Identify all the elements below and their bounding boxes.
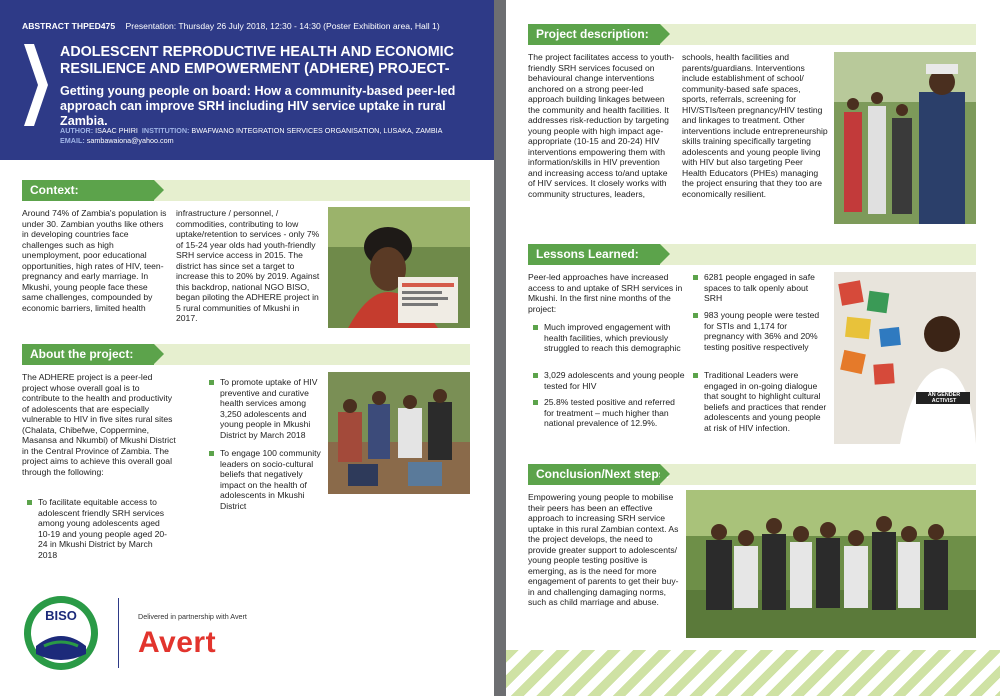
partner-text: Delivered in partnership with Avert [138, 612, 247, 621]
lessons-bullet-2: 3,029 adolescents and young people tested for HIV [532, 370, 686, 391]
conclusion-section-bar [528, 464, 976, 485]
lessons-bullet-4: 6281 people engaged in safe spaces to talk openly about SRH [692, 272, 828, 304]
decorative-stripes [506, 650, 1000, 696]
about-bullet-3: To engage 100 community leaders on socio-cultural beliefs that negatively impact on the health of adolescents in Mkushi District [208, 448, 326, 511]
activist-shirt-text: AN GENDER ACTIVIST [927, 392, 961, 404]
context-photo [328, 207, 470, 328]
about-bullet-2: To promote uptake of HIV preventive and curative health services among 3,250 adolescents and young people in Mkushi District by March 2018 [208, 377, 326, 440]
biso-logo [22, 594, 100, 672]
institution-label: INSTITUTION: [141, 126, 190, 135]
lessons-bullet-3: 25.8% tested positive and referred for treatment – much higher than national prevalence of 12.9%. [532, 397, 686, 429]
conclusion-text: Empowering young people to mobilise their peers has been an effective approach to increasing SRH service uptake in this rural Zambian context. As the project develops, the need to provide greater support to adolescents/ young people testing positive is emerging, as is the need for more engagement of parents to get their buy-in and challenging damaging norms, such as child marriage and abuse. [528, 492, 679, 607]
description-text-col2: schools, health facilities and parents/guardians. Interventions include establishment of school/ community-based safe spaces, sports, referrals, screening for HIV/STIs/teen pregnancy/HIV testing and linkages to treatment. Other interventions include entrepreneurship skills training specifically targeting adolescents and young people living with HIV but also targeting Peer Health Educators (PHEs) managing the project ensuring that they too are economically resilient. [682, 52, 828, 199]
about-section-bar [22, 344, 470, 365]
lessons-heading: Lessons Learned: [528, 244, 660, 265]
lessons-photo [834, 272, 976, 444]
author-label: AUTHOR: [60, 126, 94, 135]
chevron-right-icon [22, 44, 48, 126]
context-section-bar [22, 180, 470, 201]
poster-subtitle: Getting young people on board: How a community-based peer-led approach can improve SRH including HIV service uptake in rural Zambia. [60, 84, 456, 128]
author-block [60, 126, 442, 146]
abstract-line [22, 21, 440, 31]
poster-title: ADOLESCENT REPRODUCTIVE HEALTH AND ECONOMIC RESILIENCE AND EMPOWERMENT (ADHERE) PROJECT- [60, 44, 454, 77]
context-text-col2: infrastructure / personnel, / commodities, contributing to low uptake/retention to services - only 7% of 15-24 year olds had youth-friendly SRH service access in 2015. The district has since set a target to increase this to 20% by 2019. Against this backdrop, national NGO BISO, began piloting the ADHERE project in 5 rural communities of Mkushi in 2017. [176, 208, 320, 323]
lessons-bullet-1: Much improved engagement with health facilities, which previously struggled to reach this demographic [532, 322, 686, 354]
poster-header [0, 0, 494, 160]
description-text-col1: The project facilitates access to youth-friendly SRH services focused on behavioural change interventions anchored on a strong peer-led approach building linkages between the community and health facilities. It addresses risk-reduction by targeting young people with high impact age-appropriate (10-15 and 20-24) HIV interventions empowering them with information/skills in HIV prevention and increasing access to/and uptake of HIV services. It closely works with community structures, leaders, [528, 52, 675, 199]
lessons-intro: Peer-led approaches have increased access to and uptake of SRH services in Mkushi. In the first nine months of the project: [528, 272, 683, 314]
avert-logo: Avert [138, 626, 217, 659]
description-heading: Project description: [528, 24, 660, 45]
abstract-id: ABSTRACT THPED475 [22, 21, 116, 31]
about-photo [328, 372, 470, 494]
description-section-bar [528, 24, 976, 45]
footer-divider [118, 598, 119, 668]
about-heading: About the project: [22, 344, 154, 365]
lessons-section-bar [528, 244, 976, 265]
about-bullet-1: To facilitate equitable access to adolescent friendly SRH services among young adolescents aged 10-19 and young people aged 20-24 in Mkushi District by March 2018 [26, 497, 174, 560]
conclusion-photo [686, 490, 976, 638]
email-address: sambawaiona@yahoo.com [86, 136, 174, 145]
lessons-bullet-5: 983 young people were tested for STIs and 1,174 for pregnancy with 36% and 20% testing positive respectively [692, 310, 828, 352]
email-label: EMAIL: [60, 136, 85, 145]
context-text-col1: Around 74% of Zambia's population is under 30. Zambian youths like others in developing countries face challenges such as high unemployment, poor educational opportunities, high rates of HIV, teen-pregnancy and early marriage. In Mkushi, young people face these same challenges, compounded by economic barriers, limited health [22, 208, 167, 313]
institution-name: BWAFWANO INTEGRATION SERVICES ORGANISATION, LUSAKA, ZAMBIA [191, 126, 443, 135]
lessons-bullet-6: Traditional Leaders were engaged in on-going dialogue that sought to highlight cultural beliefs and practices that render adolescents and young people at risk of HIV infection. [692, 370, 828, 433]
description-photo [834, 52, 976, 224]
presentation-info: Presentation: Thursday 26 July 2018, 12:30 - 14:30 (Poster Exhibition area, Hall 1) [125, 21, 440, 31]
poster-right-page [506, 0, 1000, 696]
poster-left-page [0, 0, 494, 696]
about-text: The ADHERE project is a peer-led project whose overall goal is to contribute to the health and productivity of adolescents that are especially vulnerable to HIV in five sites rural sites (Chalata, Chibefwe, Coppermine, Masansa and Nkumbi) of Mkushi District in the Central Province of Zambia. The project aims to achieve this overall goal through the following: [22, 372, 176, 477]
conclusion-heading: Conclusion/Next steps: [528, 464, 660, 485]
biso-logo-text: BISO [45, 608, 77, 623]
context-heading: Context: [22, 180, 154, 201]
author-name: ISAAC PHIRI [95, 126, 138, 135]
